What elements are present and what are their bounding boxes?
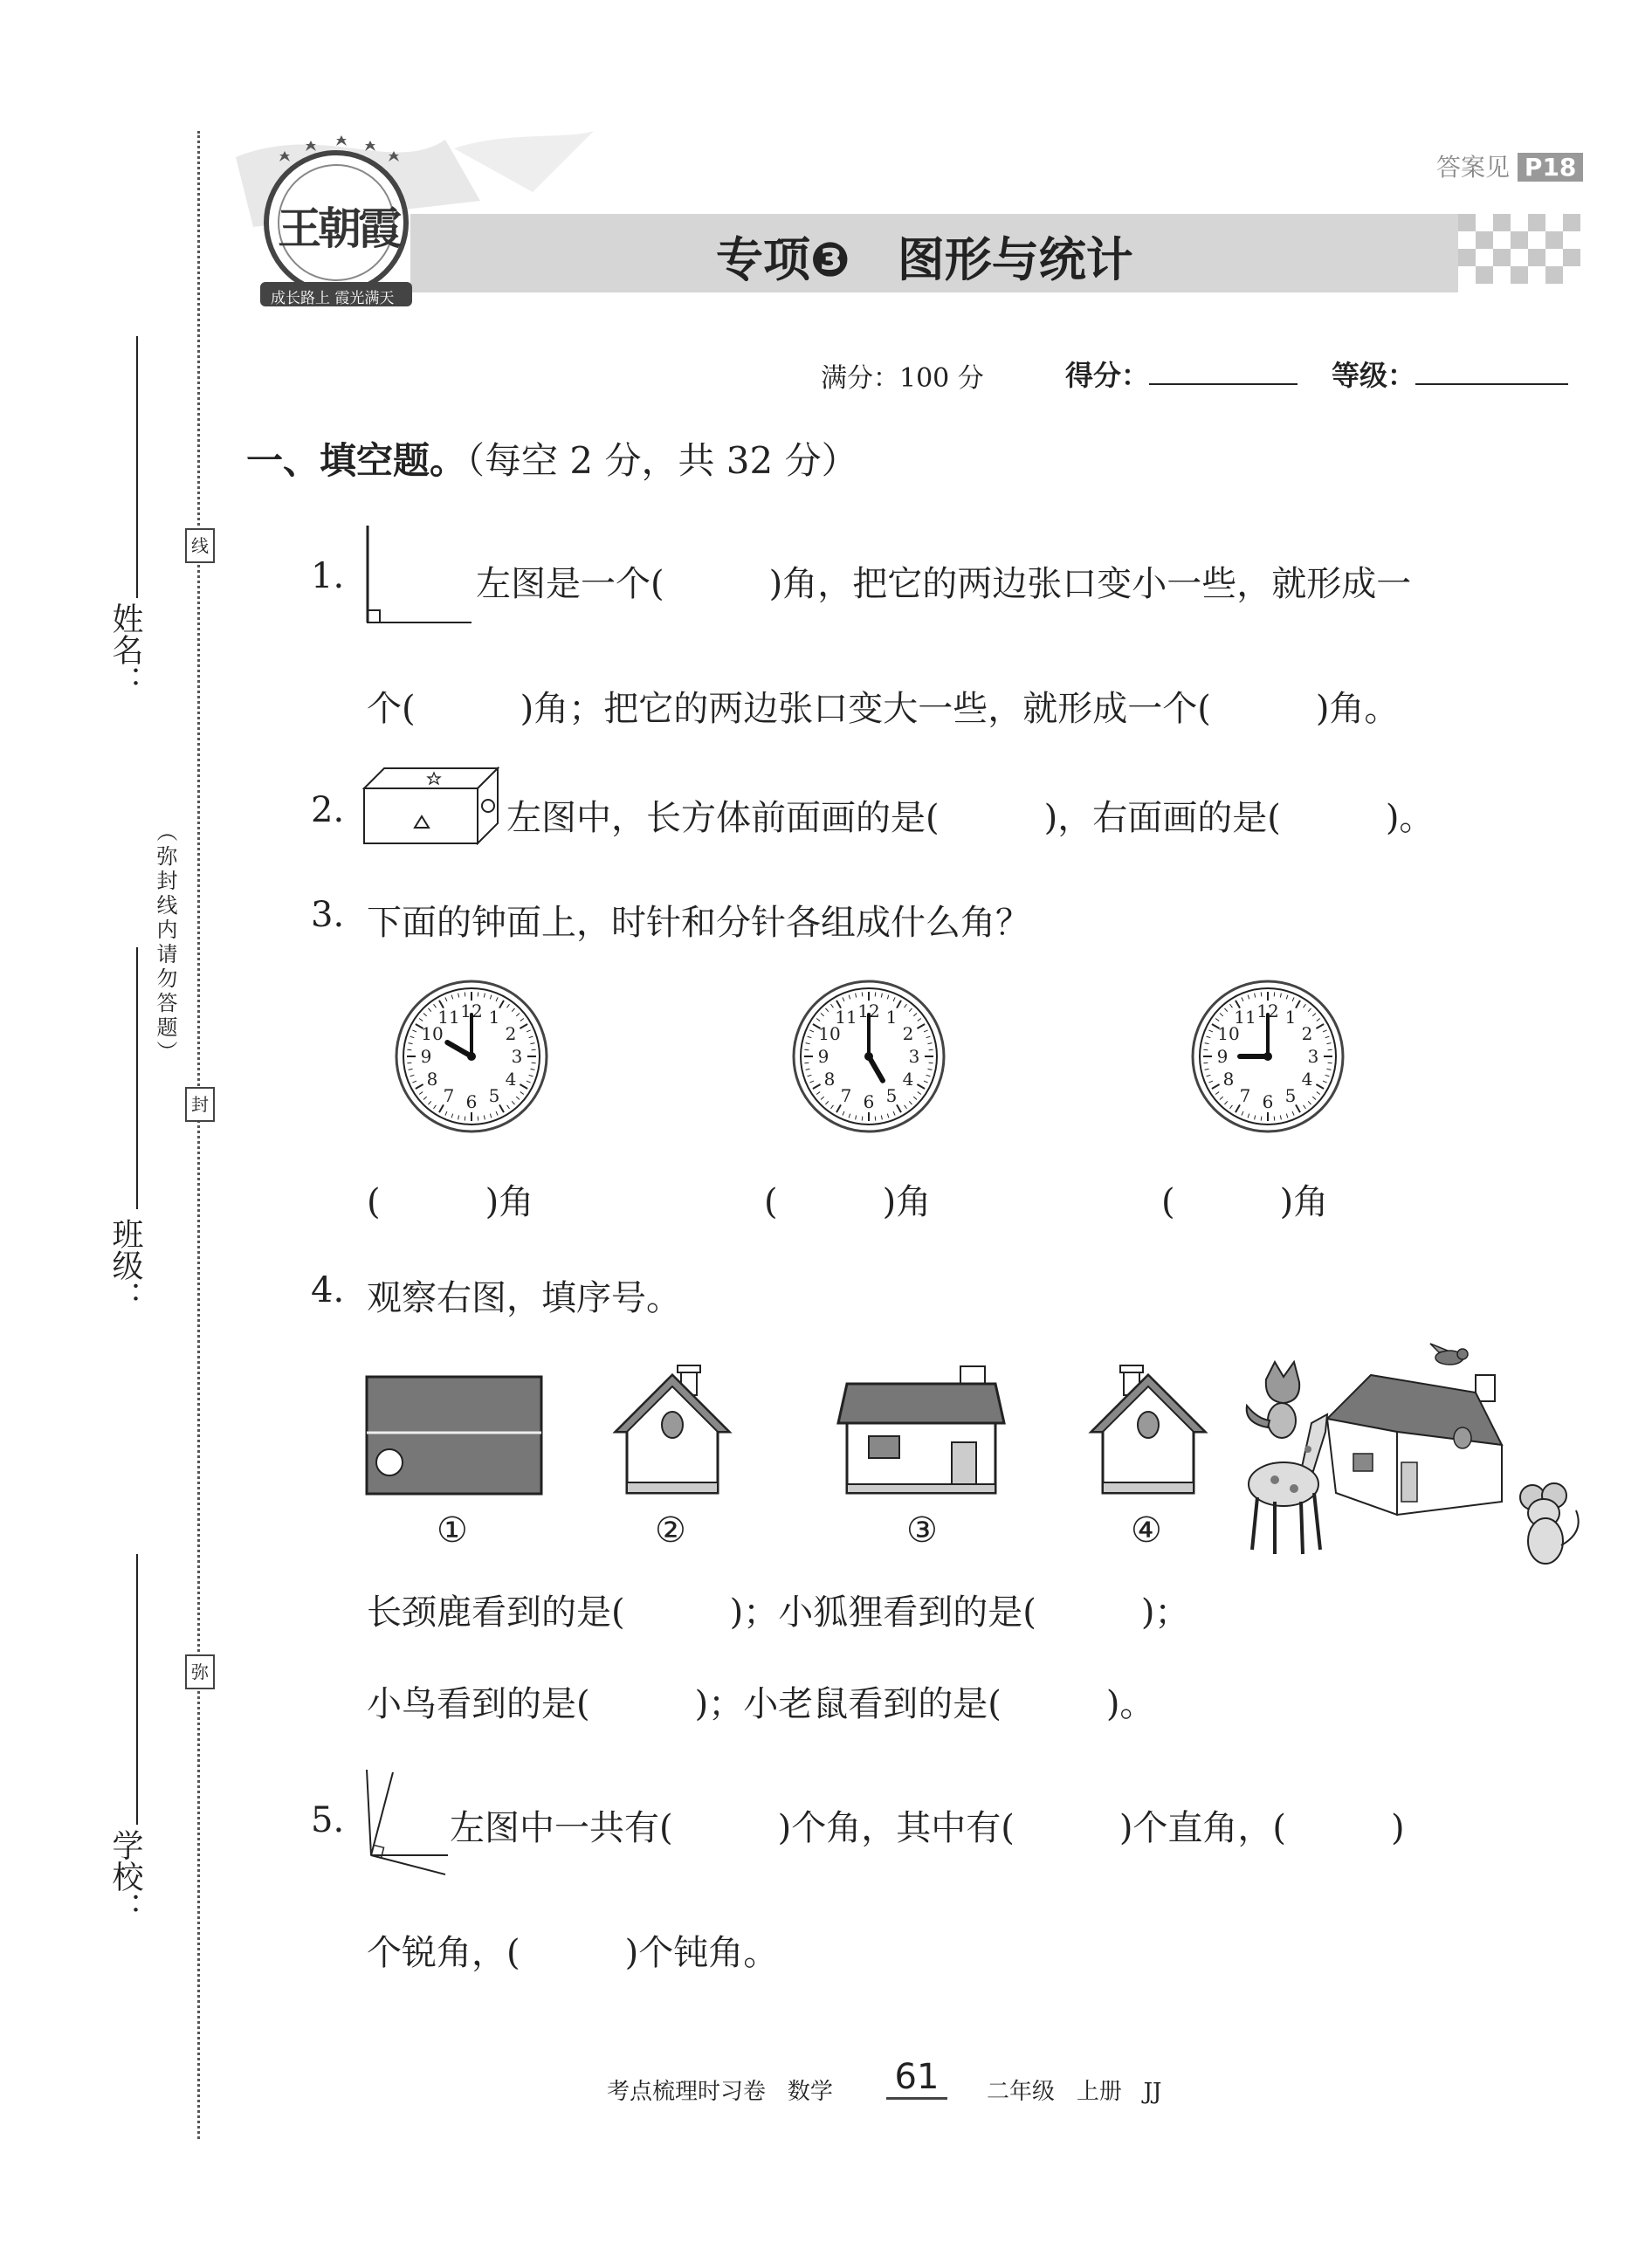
clock-number: 4 [505,1069,517,1090]
clock-number: 5 [885,1085,898,1107]
clock-number: 2 [505,1023,517,1044]
page-title: 专项❸ 图形与统计 [716,232,1133,287]
q4-number: 4. [311,1270,345,1310]
clock-number: 7 [443,1085,455,1107]
grade-label: 等级： [1332,359,1416,392]
clock-number: 11 [437,1006,460,1028]
view-label-1: ① [437,1510,468,1551]
clock-number: 7 [840,1085,852,1107]
clock-number: 8 [823,1069,836,1090]
view-2-side [611,1362,733,1497]
q5-number: 5. [311,1800,345,1840]
section-points: （每空 2 分，共 32 分） [466,439,858,482]
footer-grade: 二年级 [987,2079,1056,2105]
section-heading [246,432,858,485]
clock-number: 10 [1217,1023,1240,1044]
clock-number: 1 [488,1006,500,1028]
mouse-icon [1520,1483,1579,1564]
q3-text: 下面的钟面上，时针和分针各组成什么角？ [367,903,1030,943]
clock-number: 12 [460,1001,483,1021]
name-label: 姓名： [107,602,143,697]
school-label: 学校： [107,1829,143,1923]
footer-subject: 数学 [787,2079,833,2105]
grade-field[interactable] [1332,354,1568,394]
clock-number: 3 [511,1046,523,1067]
q1-number: 1. [311,556,345,596]
clock-number: 6 [465,1091,478,1112]
clock-number: 1 [885,1006,898,1028]
clock-number: 8 [426,1069,438,1090]
clock-5-oclock [790,978,947,1135]
page-number: 61 [886,2057,947,2100]
clock-number: 9 [1216,1046,1229,1067]
mark-seal: 封 [185,1087,215,1122]
q2-number: 2. [311,790,345,830]
q1-line-a: 左图是一个( )角，把它的两边张口变小一些，就形成一 [476,564,1412,604]
seal-note: （弥封线内请勿答题） [153,821,177,1065]
view-3-front [834,1362,1008,1497]
q3-blank-3[interactable]: ( )角 [1161,1182,1329,1222]
clock-number: 5 [488,1085,500,1107]
clock-number: 9 [817,1046,829,1067]
footer-left [607,2074,833,2106]
right-angle-figure [362,524,476,629]
footer-right [987,2074,1161,2106]
cuboid-figure [362,767,502,845]
clock-number: 2 [1301,1023,1313,1044]
view-4-side [1087,1362,1209,1497]
class-line[interactable] [136,947,138,1209]
clock-number: 3 [1307,1046,1319,1067]
q3-blank-2[interactable]: ( )角 [764,1182,932,1222]
score-label: 得分： [1065,359,1150,392]
q1-line-b: 个( )角；把它的两边张口变大一些，就形成一个( )角。 [367,689,1400,729]
clock-number: 8 [1222,1069,1235,1090]
school-line[interactable] [136,1554,138,1825]
clock-number: 1 [1284,1006,1297,1028]
q4-line-b: 小鸟看到的是( )；小老鼠看到的是( )。 [367,1684,1155,1724]
footer-edition: JJ [1143,2079,1162,2105]
view-label-2: ② [655,1510,686,1551]
view-1-top [365,1375,544,1497]
clock-number: 4 [1301,1069,1313,1090]
mark-line: 线 [185,528,215,563]
clock-number: 12 [857,1001,880,1021]
view-label-4: ④ [1131,1510,1162,1551]
view-label-3: ③ [906,1510,938,1551]
full-score: 满分：100 分 [821,363,984,394]
clock-number: 9 [420,1046,432,1067]
clock-number: 2 [902,1023,914,1044]
clock-number: 4 [902,1069,914,1090]
clock-number: 6 [863,1091,875,1112]
name-line[interactable] [136,336,138,598]
clock-number: 10 [421,1023,444,1044]
clock-number: 6 [1262,1091,1274,1112]
binding-dotted-line [197,131,200,2139]
q5-line-b: 个锐角，( )个钝角。 [367,1933,779,1973]
class-label: 班级： [107,1218,143,1312]
q3-number: 3. [311,895,345,935]
mark-close: 弥 [185,1654,215,1689]
clock-number: 12 [1256,1001,1279,1021]
clock-9-oclock [1189,978,1346,1135]
answer-page-badge[interactable]: P18 [1518,153,1584,182]
logo-text: 王朝霞 [278,203,398,254]
footer-book: 考点梳理时习卷 [607,2079,767,2105]
clock-number: 5 [1284,1085,1297,1107]
angles-figure [362,1768,450,1877]
score-field[interactable] [1065,354,1298,394]
house-scene-illustration [1240,1340,1589,1576]
bird-icon [1430,1344,1468,1365]
q2-text: 左图中，长方体前面画的是( )，右面画的是( )。 [506,798,1435,838]
clock-number: 3 [908,1046,920,1067]
q3-blank-1[interactable]: ( )角 [367,1182,534,1222]
answer-ref-text: 答案见 [1436,153,1511,182]
house-icon [1327,1375,1502,1515]
clock-number: 7 [1239,1085,1251,1107]
clock-number: 11 [835,1006,857,1028]
clock-number: 10 [818,1023,841,1044]
section-title: 一、填空题。 [246,439,467,482]
q4-line-a: 长颈鹿看到的是( )；小狐狸看到的是( )； [367,1592,1190,1633]
q4-text: 观察右图，填序号。 [367,1278,681,1318]
q5-line-a: 左图中一共有( )个角，其中有( )个直角，( ) [450,1808,1405,1848]
clock-10-oclock [393,978,550,1135]
footer-volume: 上册 [1076,2079,1122,2105]
logo-motto: 成长路上 霞光满天 [271,290,395,307]
clock-number: 11 [1234,1006,1256,1028]
fox-icon [1247,1362,1299,1438]
